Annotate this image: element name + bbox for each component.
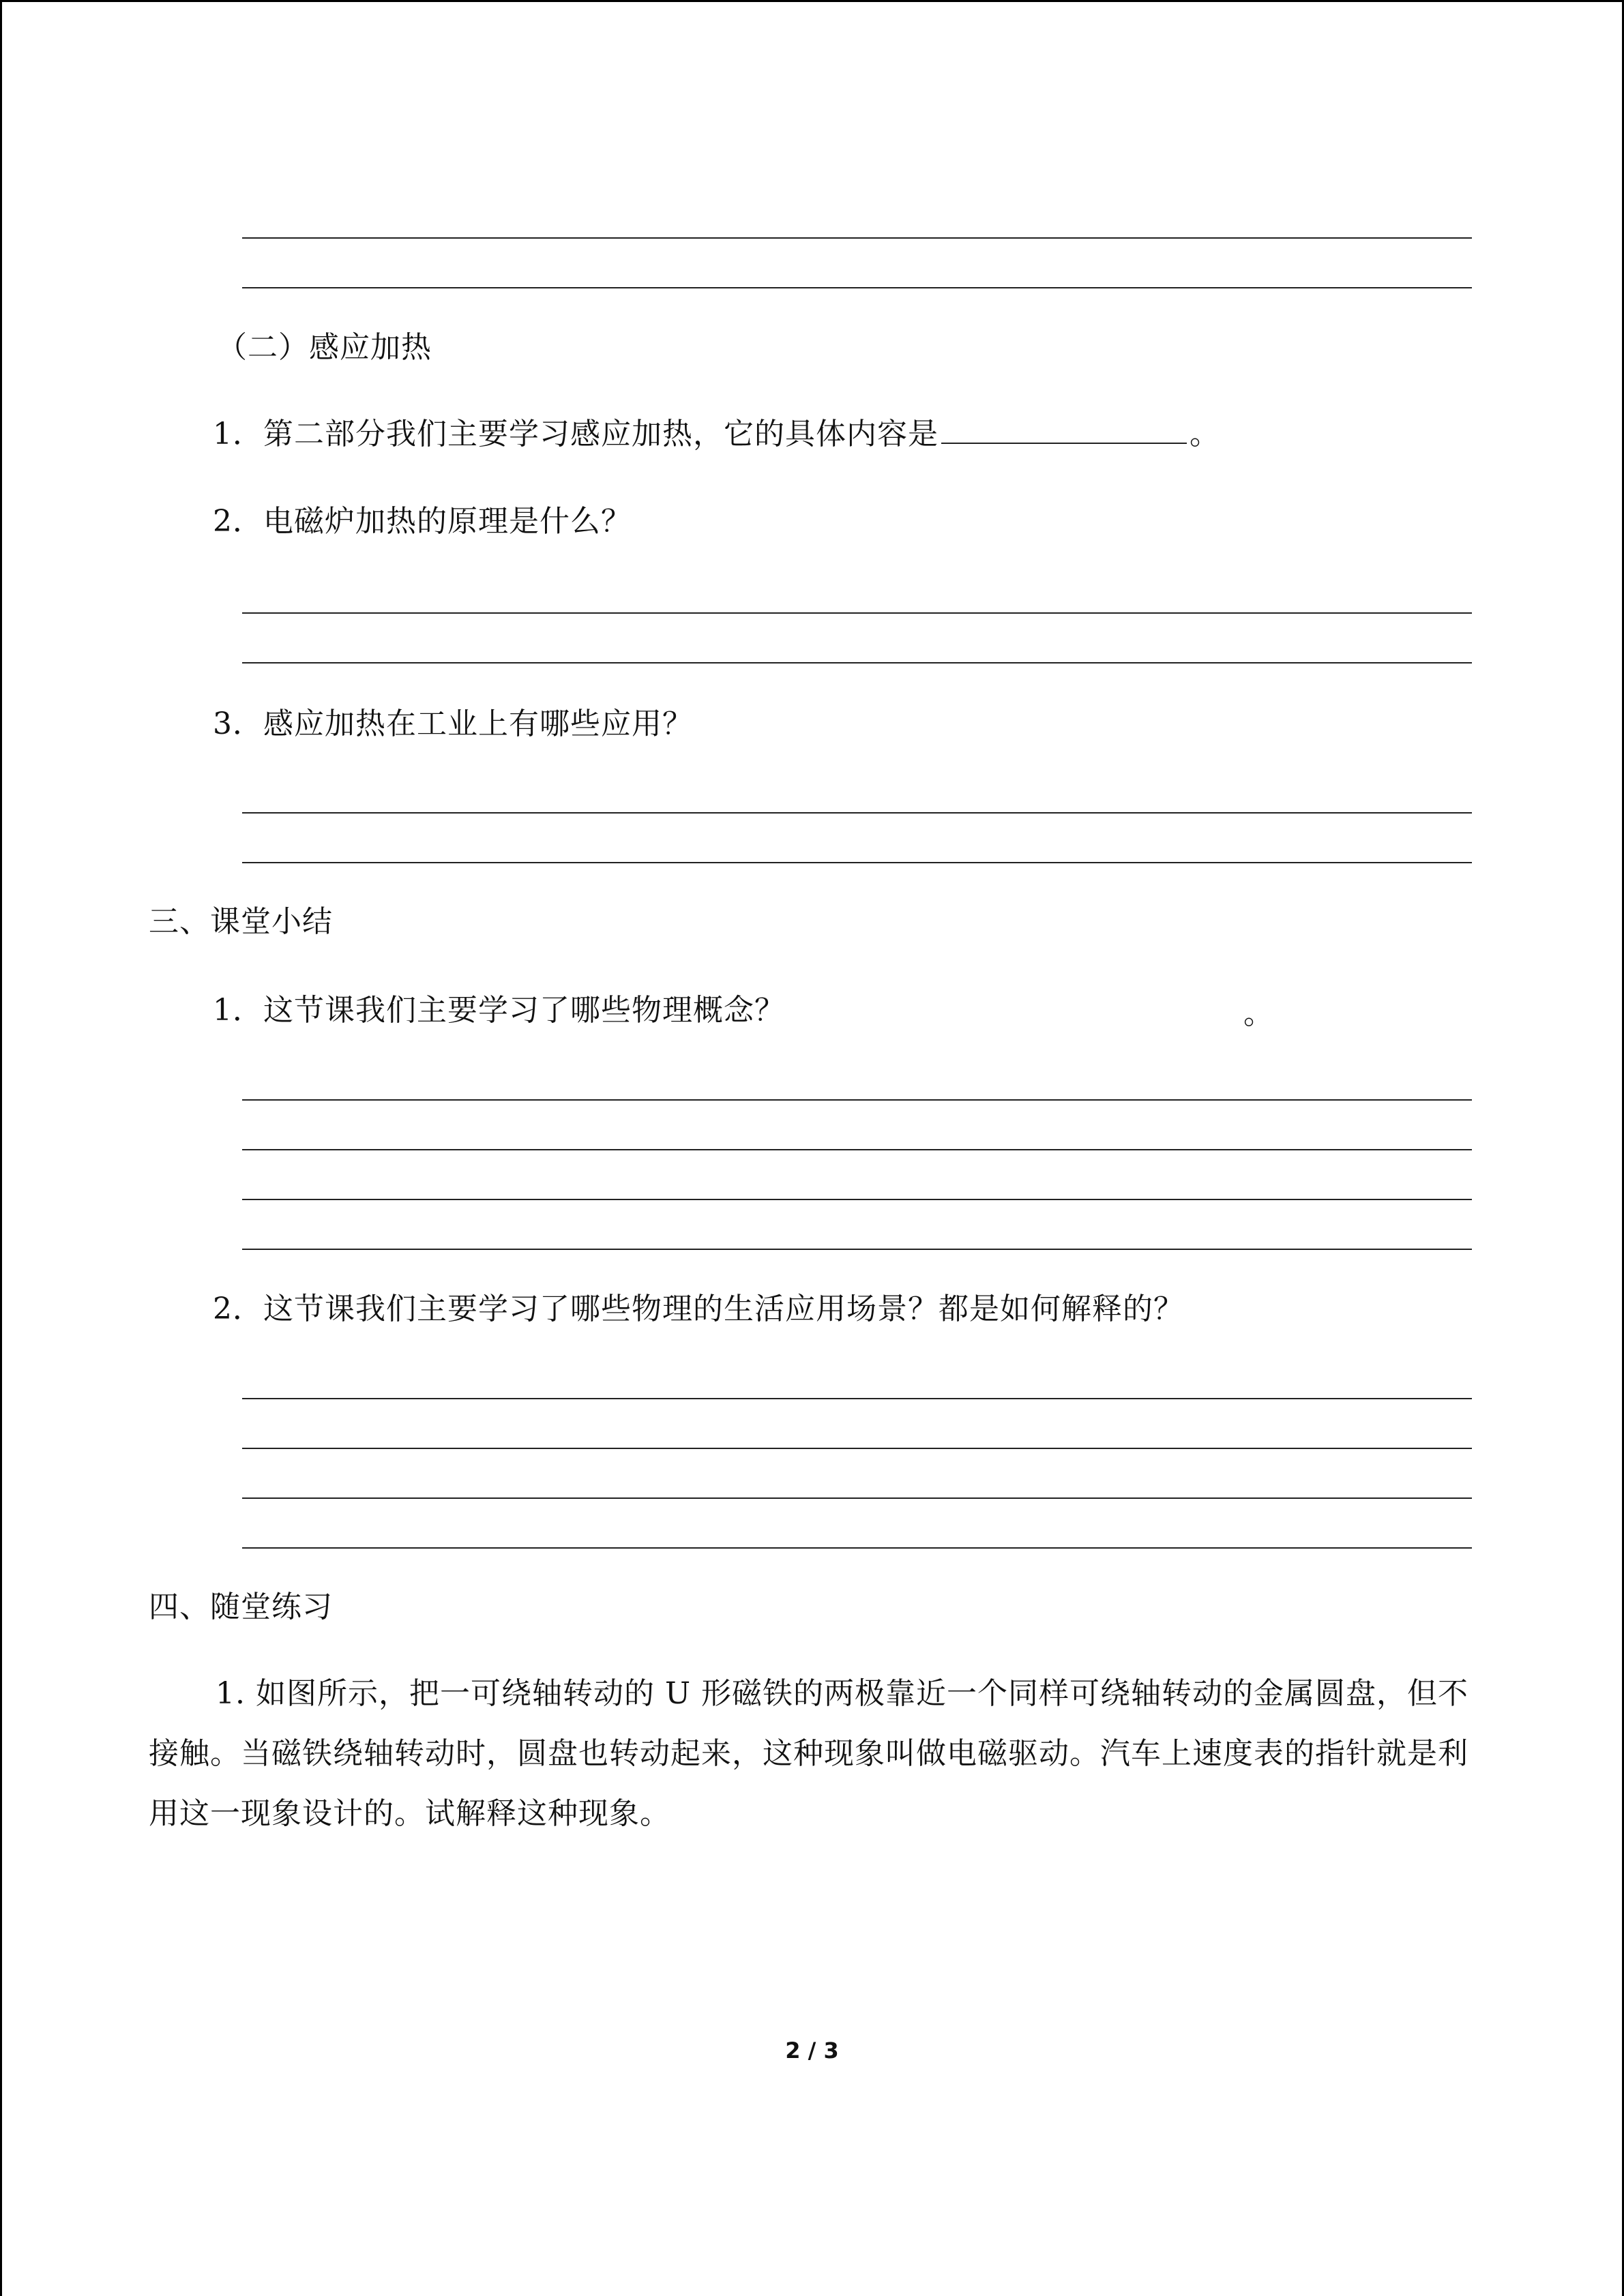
answer-line[interactable] [242,812,1472,814]
answer-line[interactable] [242,862,1472,863]
answer-line[interactable] [242,1099,1472,1101]
answer-line[interactable] [242,237,1472,239]
answer-line[interactable] [242,1497,1472,1499]
question-text: 1．这节课我们主要学习了哪些物理概念？ [213,993,785,1028]
answer-line[interactable] [242,1149,1472,1150]
section-2-question-2: 2．电磁炉加热的原理是什么？ [213,504,632,539]
answer-line[interactable] [242,1249,1472,1250]
answer-line[interactable] [242,287,1472,288]
page-number: 2 / 3 [785,2038,839,2063]
answer-line[interactable] [242,1448,1472,1449]
section-4-heading: 四、随堂练习 [149,1590,333,1624]
question-end-mark: 。 [1190,417,1220,451]
section-4-question-1: 1. 如图所示，把一可绕轴转动的 U 形磁铁的两极靠近一个同样可绕轴转动的金属圆盘，但不接触。当磁铁绕轴转动时，圆盘也转动起来，这种现象叫做电磁驱动。汽车上速度表的指针就是利用这一现象设计的。试解释这种现象。 [149,1676,1469,1831]
section-3-question-1 [213,989,785,1032]
answer-line[interactable] [242,1398,1472,1399]
answer-line[interactable] [242,1547,1472,1549]
answer-line[interactable] [242,662,1472,664]
section-2-question-3: 3．感应加热在工业上有哪些应用？ [213,706,693,741]
section-2-heading: （二）感应加热 [217,330,432,365]
section-3-question-2: 2．这节课我们主要学习了哪些物理的生活应用场景？都是如何解释的？ [213,1292,1184,1326]
fill-in-blank[interactable] [941,413,1187,444]
question-end-mark: 。 [1243,996,1274,1031]
answer-line[interactable] [242,1199,1472,1200]
question-text: 1．第二部分我们主要学习感应加热，它的具体内容是 [213,417,939,451]
section-3-heading: 三、课堂小结 [149,904,333,939]
answer-line[interactable] [242,612,1472,614]
section-2-question-1 [213,413,1220,456]
